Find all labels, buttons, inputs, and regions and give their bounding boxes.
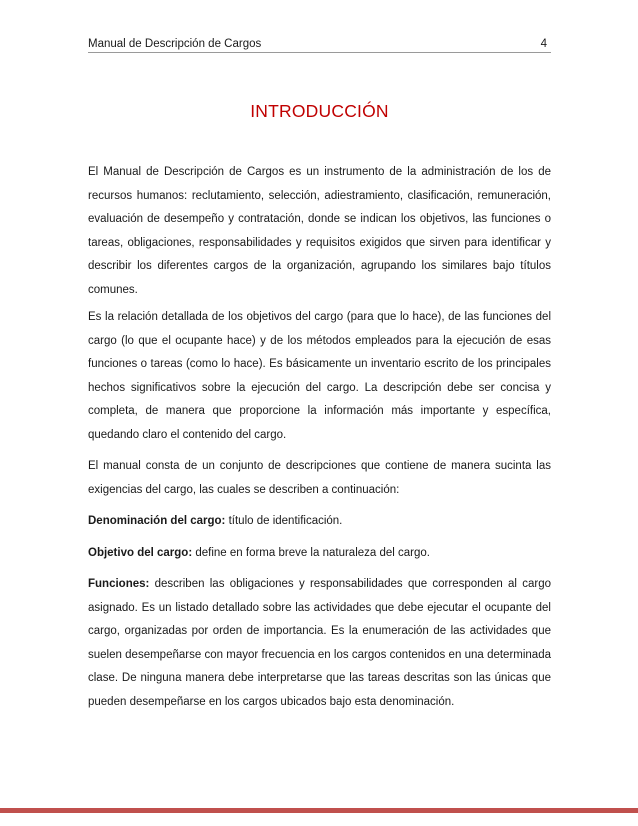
definition-text: define en forma breve la naturaleza del cargo.	[192, 546, 430, 559]
definition-term: Funciones:	[88, 578, 150, 590]
footer-bar	[0, 808, 638, 813]
definition-term: Denominación del cargo:	[88, 515, 226, 527]
definition-funciones	[88, 573, 551, 714]
definition-text: título de identificación.	[225, 515, 343, 527]
page-number: 4	[540, 38, 547, 50]
definition-text: describen las obligaciones y responsabilidades que corresponden al cargo asignado. Es un listado detallado sobre las actividades que debe ejecutar el ocupante del cargo, organizadas por orden de importancia. Es la enumeración de las actividades que suelen desempeñarse con mayor frecuencia en los cargos contenidos en una determinada clase. De ninguna manera debe interpretarse que las tareas descritas son las únicas que pueden desempeñarse en los cargos ubicados bajo esta denominación.	[88, 578, 551, 708]
section-heading: INTRODUCCIÓN	[250, 101, 389, 121]
definition-term: Objetivo del cargo:	[88, 546, 193, 559]
definition-denominacion	[88, 510, 551, 534]
description-paragraph: Es la relación detallada de los objetivos del cargo (para que lo hace), de las funciones del cargo (lo que el ocupante hace) y de los métodos empleados para la ejecución de esas funciones o tareas (como lo hace). Es básicamente un inventario escrito de los principales hechos significativos sobre la ejecución del cargo. La descripción debe ser concisa y completa, de manera que proporcione la información más importante y específica, quedando claro el contenido del cargo.	[88, 311, 551, 441]
intro-paragraph: El Manual de Descripción de Cargos es un instrumento de la administración de los de recursos humanos: reclutamiento, selección, adiestramiento, clasificación, remuneración, evaluación de desempeño y contratación, donde se indican los objetivos, las funciones o tareas, obligaciones, responsabilidades y requisitos exigidos que sirven para identificar y describir los diferentes cargos de la organización, agrupando los similares bajo títulos comunes.	[88, 166, 551, 296]
document-title: Manual de Descripción de Cargos	[88, 38, 262, 50]
document-body	[88, 161, 551, 722]
contents-paragraph: El manual consta de un conjunto de descripciones que contiene de manera sucinta las exigencias del cargo, las cuales se describen a continuación:	[88, 460, 551, 496]
definition-objetivo	[88, 542, 551, 566]
page-header	[88, 34, 551, 53]
